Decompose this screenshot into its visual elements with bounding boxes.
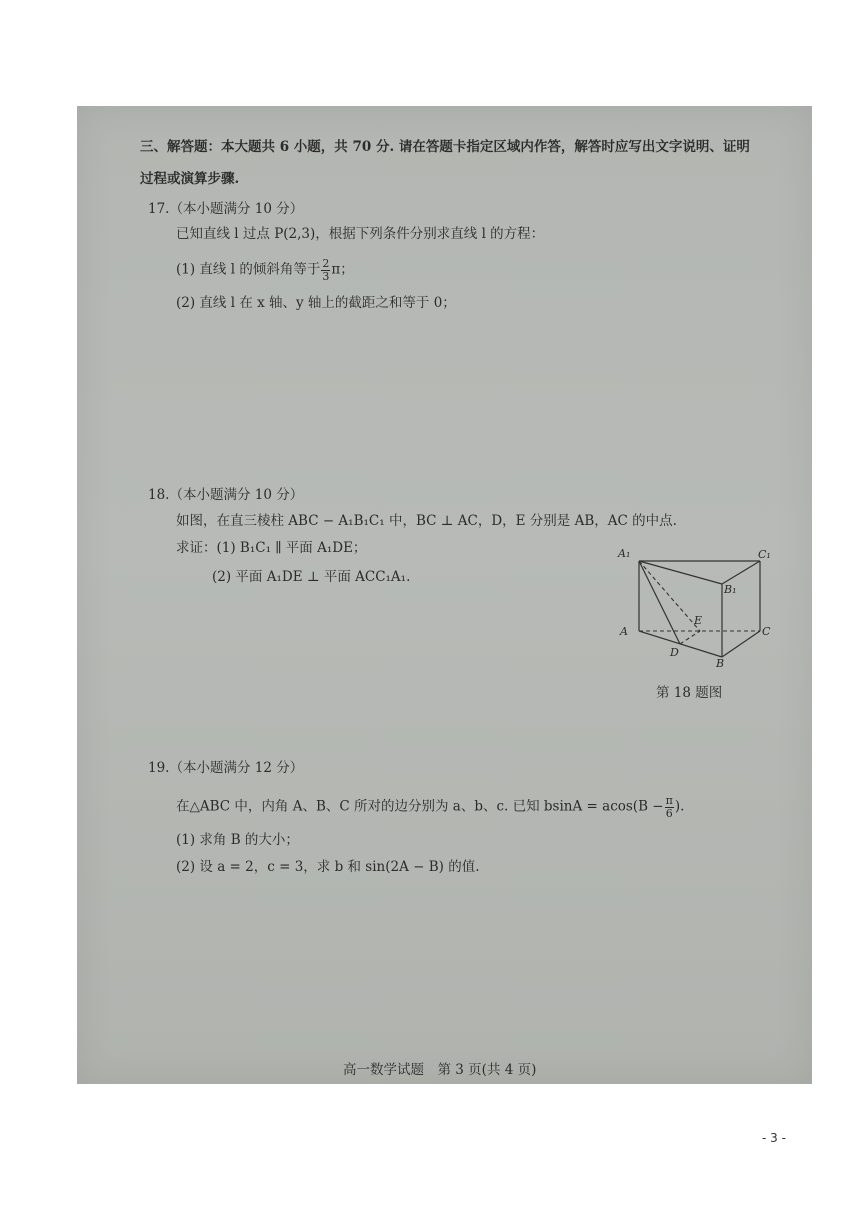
section-heading-line2: 过程或演算步骤.	[140, 171, 240, 187]
q18-stem: 如图，在直三棱柱 ABC − A₁B₁C₁ 中，BC ⊥ AC，D，E 分别是 AB，AC 的中点.	[176, 513, 677, 529]
q19-fraction	[665, 795, 674, 819]
label-C: C	[762, 625, 771, 638]
edge-C1B1	[722, 561, 760, 584]
q19-stem	[176, 795, 684, 819]
label-A: A	[620, 625, 628, 638]
q19-part2: (2) 设 a = 2，c = 3，求 b 和 sin(2A − B) 的值.	[176, 859, 480, 875]
label-B: B	[716, 657, 725, 670]
q17-frac-den: 3	[322, 269, 330, 283]
label-A1: A₁	[618, 547, 631, 560]
q18-part1: 求证：(1) B₁C₁ ∥ 平面 A₁DE；	[176, 540, 367, 556]
q17-part1-prefix: (1) 直线 l 的倾斜角等于	[176, 261, 321, 278]
label-E: E	[694, 614, 703, 627]
q17-frac-num: 2	[322, 257, 330, 270]
prism-figure	[612, 545, 782, 670]
figure-caption: 第 18 题图	[656, 685, 723, 701]
q19-frac-den: 6	[665, 806, 673, 820]
label-D: D	[670, 646, 679, 659]
edge-BC	[722, 631, 760, 657]
q17-part1-suffix: π；	[331, 261, 354, 278]
q19-stem-prefix: 在△ABC 中，内角 A、B、C 所对的边分别为 a、b、c. 已知 bsinA = acos(B −	[176, 798, 664, 815]
q17-stem: 已知直线 l 过点 P(2,3)，根据下列条件分别求直线 l 的方程：	[176, 226, 545, 242]
label-C1: C₁	[758, 548, 771, 561]
q19-part1: (1) 求角 B 的大小；	[176, 832, 299, 848]
q17-part1	[176, 258, 354, 282]
q17-header: 17.（本小题满分 10 分）	[148, 201, 304, 217]
hidden-segment-DE	[680, 631, 700, 644]
q18-part2: (2) 平面 A₁DE ⊥ 平面 ACC₁A₁.	[212, 569, 411, 585]
page-footer: 高一数学试题 第 3 页(共 4 页)	[343, 1062, 537, 1078]
hidden-segment-A1E	[639, 561, 703, 631]
edge-A1B1	[639, 561, 722, 584]
q19-header: 19.（本小题满分 12 分）	[148, 760, 304, 776]
segment-A1D	[639, 561, 680, 644]
page-number: - 3 -	[762, 1131, 786, 1145]
q17-part2: (2) 直线 l 在 x 轴、y 轴上的截距之和等于 0；	[176, 295, 456, 311]
section-heading-line1: 三、解答题：本大题共 6 小题，共 70 分. 请在答题卡指定区域内作答，解答时应写出文字说明、证明	[140, 139, 750, 155]
q19-frac-num: π	[665, 794, 673, 807]
q19-stem-suffix: ).	[674, 798, 685, 815]
label-B1: B₁	[724, 583, 737, 596]
q18-header: 18.（本小题满分 10 分）	[148, 487, 304, 503]
q17-fraction	[321, 258, 330, 282]
